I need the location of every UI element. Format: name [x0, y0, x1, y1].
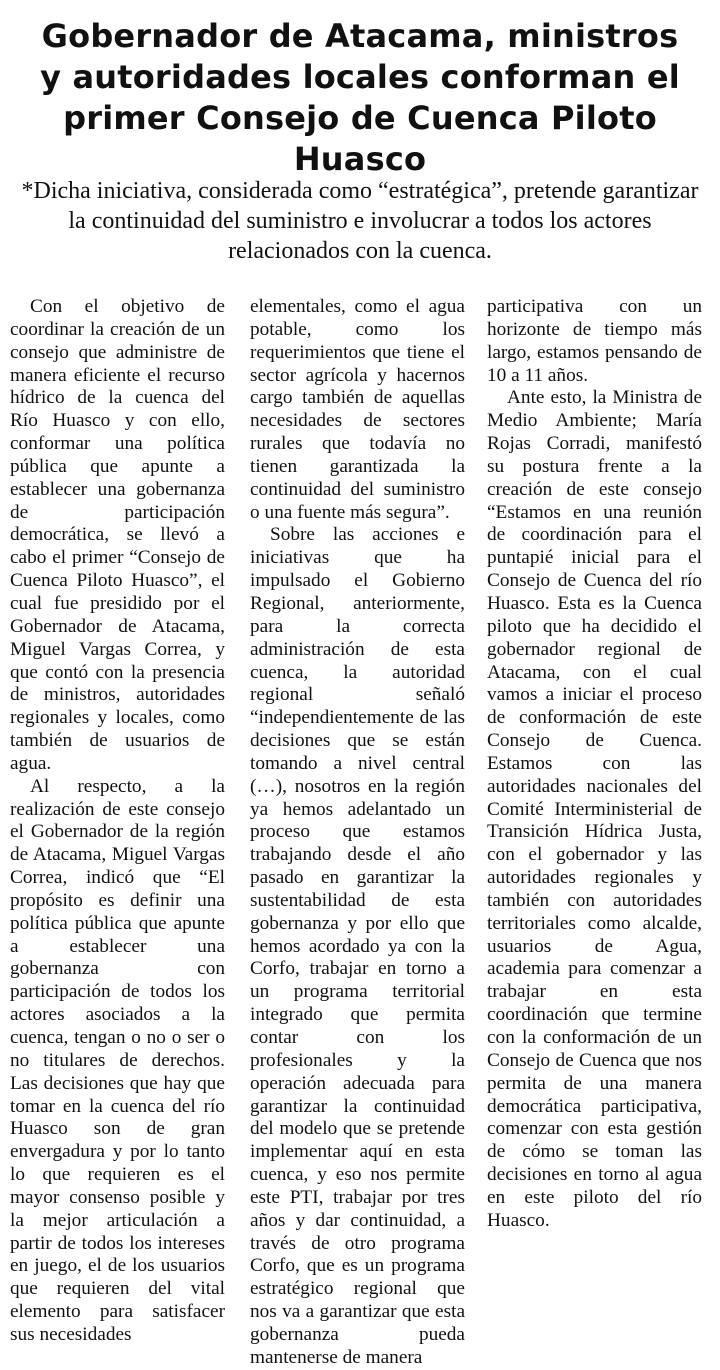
- article-column-3: [487, 296, 702, 1256]
- article-column-2: [250, 296, 465, 1368]
- headline: Gobernador de Atacama, ministros y autoridades locales conforman el primer Consejo de Cuenca Piloto Huasco: [40, 17, 680, 178]
- body-paragraph-continued: participativa con un horizonte de tiempo más largo, estamos pensando de 10 a 11 años.: [487, 296, 702, 386]
- body-paragraph: Al respecto, a la realización de este consejo el Gobernador de la región de Atacama, Miguel Vargas Correa, indicó que “El propósito es definir una política pública que apunte a establecer una gobernanza con participación de todos los actores asociados a la cuenca, tengan o no o ser o no titulares de derechos. Las decisiones que hay que tomar en la cuenca del río Huasco son de gran envergadura y por lo tanto lo que requieren es el mayor consenso posible y la mejor articulación a partir de todos los intereses en juego, el de los usuarios que requieren del vital elemento para satisfacer sus necesidades: [10, 775, 225, 1345]
- body-paragraph: Con el objetivo de coordinar la creación de un consejo que administre de manera eficiente el recurso hídrico de la cuenca del Río Huasco y con ello, conformar una política pública que apunte a establecer una gobernanza de participación democrática, se llevó a cabo el primer “Consejo de Cuenca Piloto Huasco”, el cual fue presidido por el Gobernador de Atacama, Miguel Vargas Correa, y que contó con la presencia de ministros, autoridades regionales y locales, como también de usuarios de agua.: [10, 296, 225, 774]
- body-paragraph: Ante esto, la Ministra de Medio Ambiente; María Rojas Corradi, manifestó su postura frente a la creación de este consejo “Estamos en una reunión de coordinación para el puntapié inicial para el Consejo de Cuenca del río Huasco. Esta es la Cuenca piloto que ha decidido el gobernador regional de Atacama, con el cual vamos a iniciar el proceso de conformación de este Consejo de Cuenca. Estamos con las autoridades nacionales del Comité Interministerial de Transición Hídrica Justa, con el gobernador y las autoridades regionales y también con autoridades territoriales como alcalde, usuarios de Agua, academia para comenzar a trabajar en esta coordinación que termine con la conformación de un Consejo de Cuenca que nos permita de una manera democrática participativa, comenzar con esta gestión de cómo se toman las decisiones en torno al agua en este piloto del río Huasco.: [487, 387, 702, 1231]
- body-paragraph-continued: elementales, como el agua potable, como los requerimientos que tiene el sector agrícola y hacernos cargo también de aquellas necesidades de sectores rurales que todavía no tienen garantizada la continuidad del suministro o una fuente más segura”.: [250, 296, 465, 523]
- article-column-1: [10, 296, 225, 1345]
- body-paragraph: Sobre las acciones e iniciativas que ha impulsado el Gobierno Regional, anteriormente, para la correcta administración de esta cuenca, la autoridad regional señaló “independientemente de las decisiones que se están tomando a nivel central (…), nosotros en la región ya hemos adelantado un proceso que estamos trabajando desde el año pasado en garantizar la sustentabilidad de esta gobernanza y por ello que hemos acordado ya con la Corfo, trabajar en torno a un programa territorial integrado que permita contar con los profesionales y la operación adecuada para garantizar la continuidad del modelo que se pretende implementar aquí en esta cuenca, y eso nos permite este PTI, trabajar por tres años y dar continuidad, a través de otro programa Corfo, que es un programa estratégico regional que nos va a garantizar que esta gobernanza pueda mantenerse de manera: [250, 524, 465, 1368]
- deck-subtitle: *Dicha iniciativa, considerada como “estratégica”, pretende garantizar la continuidad del suministro e involucrar a todos los actores relacionados con la cuenca.: [21, 178, 699, 264]
